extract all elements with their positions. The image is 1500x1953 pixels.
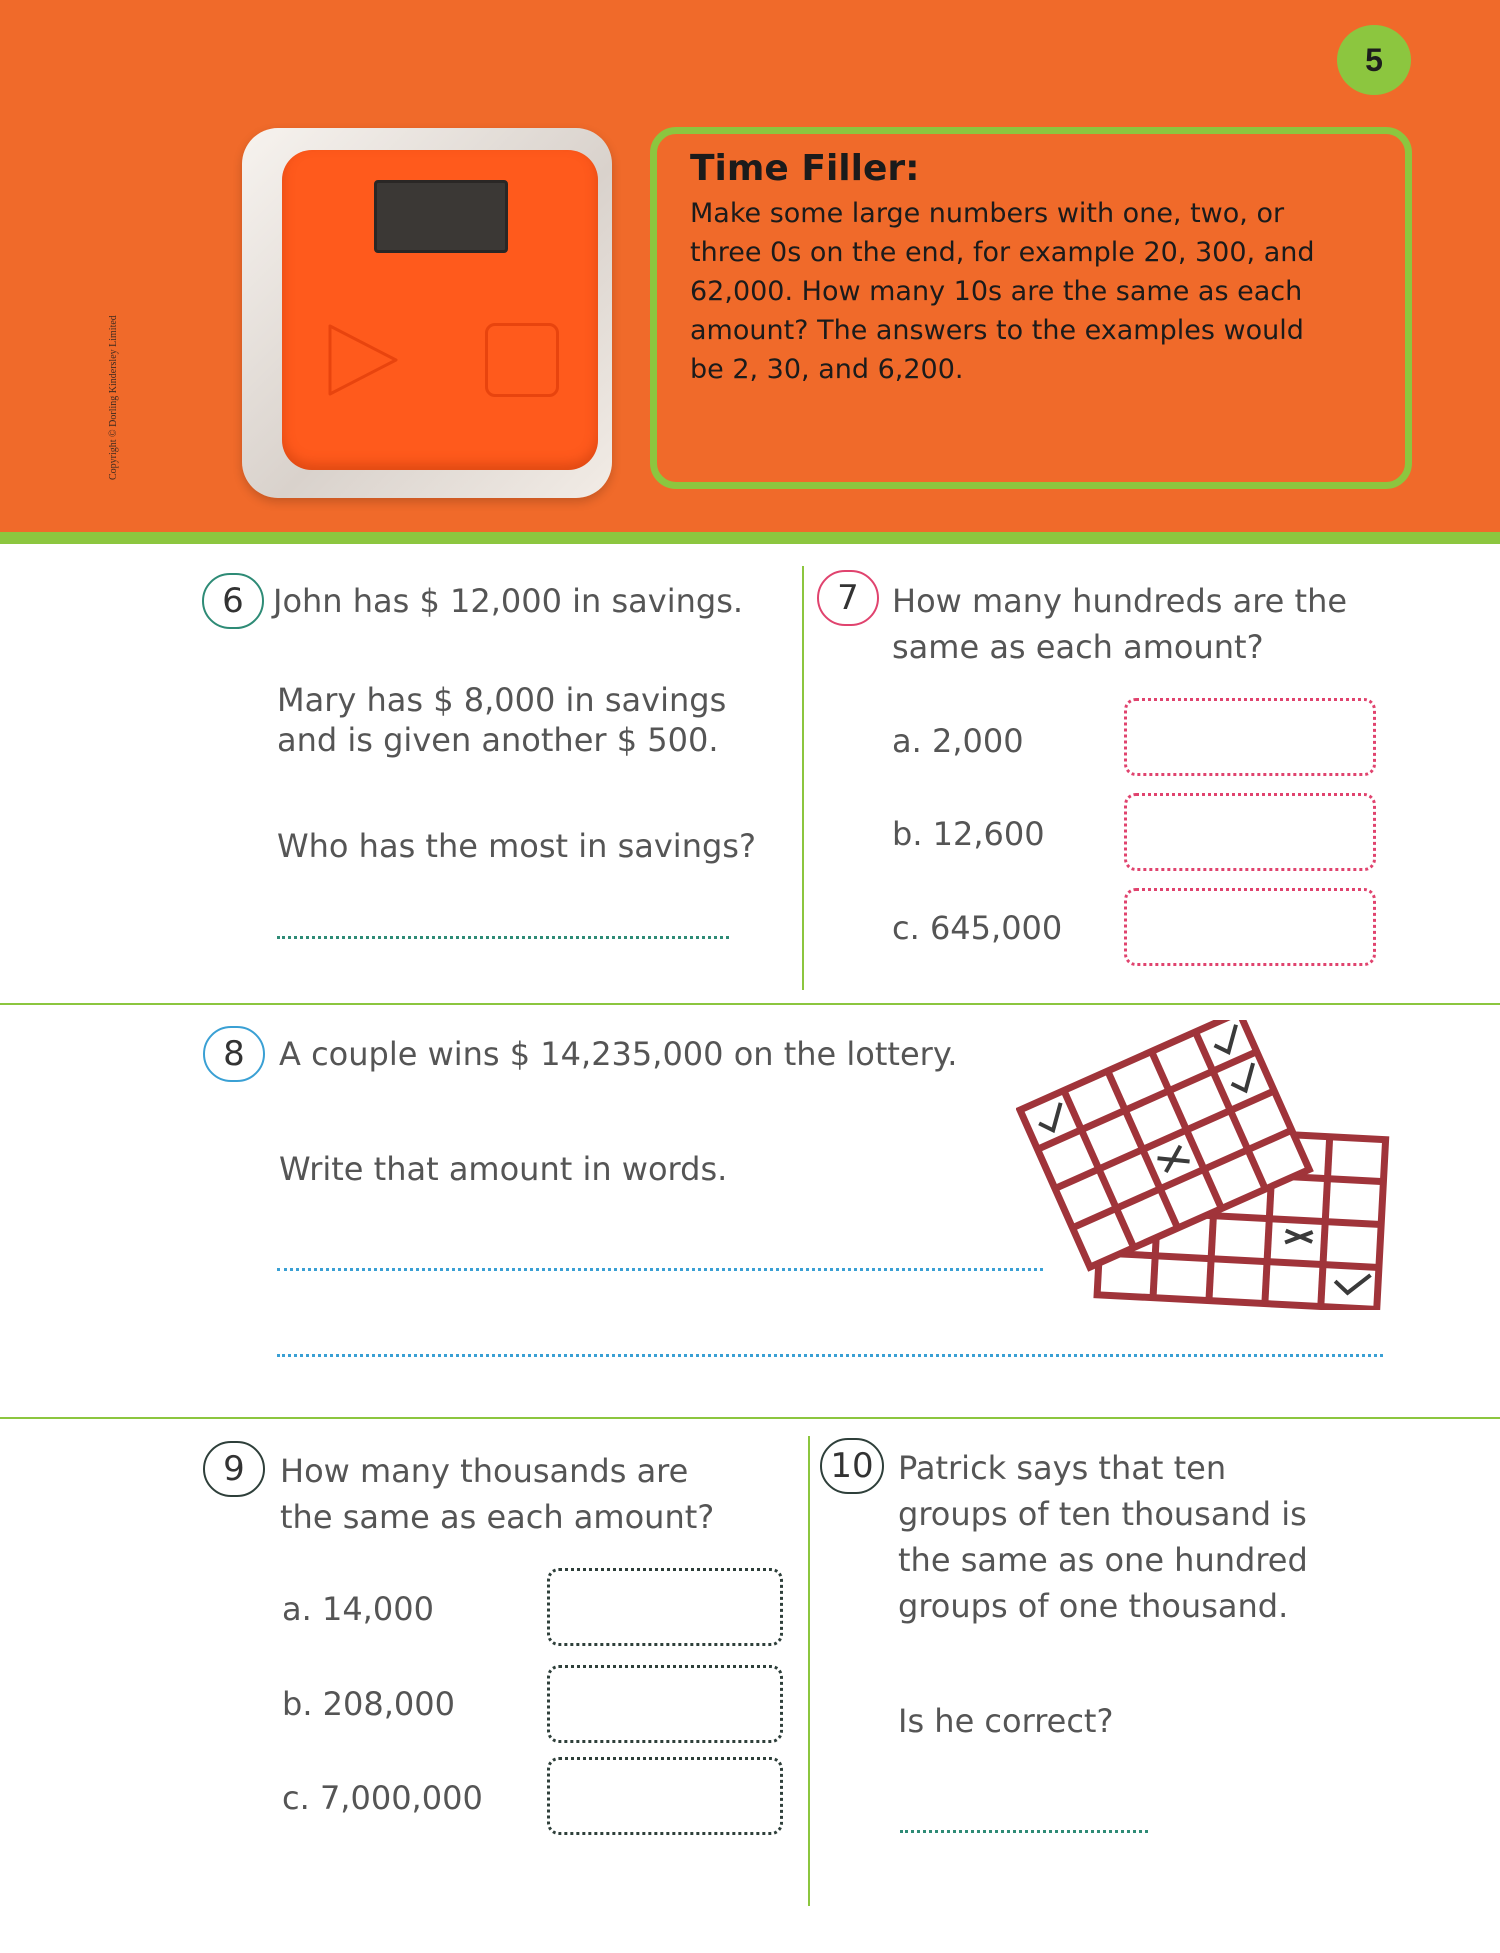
question-10-answer-line[interactable] — [900, 1830, 1148, 1833]
page-number-badge: 5 — [1337, 25, 1411, 95]
question-7c-label: c. 645,000 — [892, 909, 1063, 947]
question-9a-answer-box[interactable] — [547, 1568, 783, 1646]
divider-vertical-top — [802, 566, 804, 990]
question-10-line-1: Patrick says that ten — [898, 1449, 1227, 1487]
question-8-prompt: Write that amount in words. — [279, 1150, 728, 1188]
divider-vertical-bottom — [808, 1436, 810, 1906]
question-6-line-2a: Mary has $ 8,000 in savings — [277, 681, 727, 719]
question-7-line-1: How many hundreds are the — [892, 582, 1348, 620]
question-9b-answer-box[interactable] — [547, 1665, 783, 1743]
question-8-answer-line-2[interactable] — [277, 1354, 1383, 1357]
time-filler-title: Time Filler: — [690, 148, 920, 189]
question-6-prompt: Who has the most in savings? — [277, 827, 756, 865]
question-8-line-1: A couple wins $ 14,235,000 on the lottery. — [279, 1035, 958, 1073]
divider-horizontal-2 — [0, 1417, 1500, 1419]
question-10-line-4: groups of one thousand. — [898, 1587, 1289, 1625]
question-9-line-2: the same as each amount? — [280, 1498, 715, 1536]
question-7-number: 7 — [817, 570, 879, 626]
play-icon — [322, 320, 402, 400]
question-6-answer-line[interactable] — [277, 936, 729, 939]
question-10-prompt: Is he correct? — [898, 1702, 1114, 1740]
question-7c-answer-box[interactable] — [1124, 888, 1376, 966]
question-9-line-1: How many thousands are — [280, 1452, 689, 1490]
question-10-line-2: groups of ten thousand is — [898, 1495, 1307, 1533]
question-7b-label: b. 12,600 — [892, 815, 1045, 853]
question-7b-answer-box[interactable] — [1124, 793, 1376, 871]
question-9c-answer-box[interactable] — [547, 1757, 783, 1835]
divider-horizontal-1 — [0, 1003, 1500, 1005]
header-divider — [0, 532, 1500, 544]
question-9b-label: b. 208,000 — [282, 1685, 455, 1723]
question-6-line-2b: and is given another $ 500. — [277, 721, 719, 759]
timer-display — [374, 180, 508, 253]
question-6-number: 6 — [202, 573, 264, 629]
question-9a-label: a. 14,000 — [282, 1590, 434, 1628]
question-7a-answer-box[interactable] — [1124, 698, 1376, 776]
copyright-notice: Copyright © Dorling Kindersley Limited — [108, 315, 119, 480]
question-7-line-2: same as each amount? — [892, 628, 1264, 666]
time-filler-body: Make some large numbers with one, two, or three 0s on the end, for example 20, 300, and 62,000. How many 10s are the same as each amount? The answers to the examples would be 2, 30, and 6,200. — [690, 198, 1315, 385]
question-10-number: 10 — [820, 1438, 884, 1494]
question-9c-label: c. 7,000,000 — [282, 1779, 483, 1817]
question-8-number: 8 — [203, 1026, 265, 1082]
lottery-tickets-illustration — [1016, 1020, 1398, 1310]
question-9-number: 9 — [203, 1441, 265, 1497]
question-6-line-1: John has $ 12,000 in savings. — [273, 582, 744, 620]
question-7a-label: a. 2,000 — [892, 722, 1024, 760]
question-8-answer-line-1[interactable] — [277, 1268, 1043, 1271]
stop-icon — [485, 323, 559, 397]
question-10-line-3: the same as one hundred — [898, 1541, 1308, 1579]
